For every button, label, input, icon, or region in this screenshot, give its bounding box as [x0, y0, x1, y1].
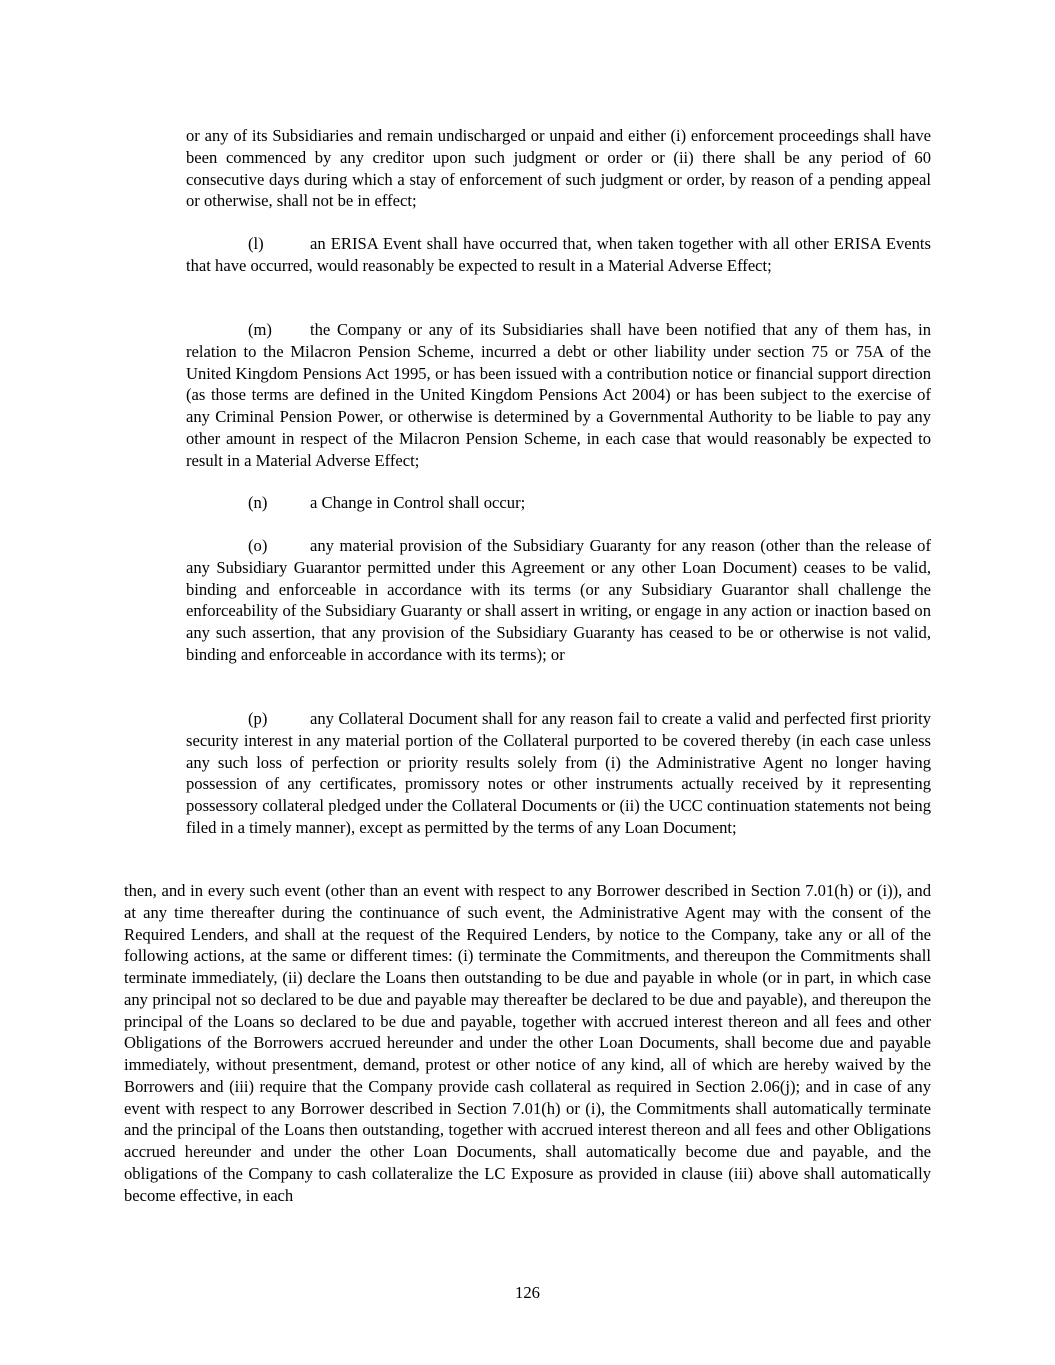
- paragraph-l: [186, 233, 931, 277]
- clause-marker-n: (n): [248, 493, 268, 512]
- clause-text-p: any Collateral Document shall for any reason fail to create a valid and perfected first priority security interest in any material portion of the Collateral purported to be covered thereby (in each case unless any such loss of perfection or priority results solely from (i) the Administrative Agent no longer having possession of any certificates, promissory notes or other instruments actually received by it representing possessory collateral pledged under the Collateral Documents or (ii) the UCC continuation statements not being filed in a timely manner), except as permitted by the terms of any Loan Document;: [186, 709, 931, 837]
- clause-marker-m: (m): [248, 320, 272, 339]
- clause-text-l: an ERISA Event shall have occurred that, when taken together with all other ERISA Events that have occurred, would reasonably be expected to result in a Material Adverse Effect;: [186, 234, 931, 275]
- clause-marker-o: (o): [248, 536, 268, 555]
- clause-text-m: the Company or any of its Subsidiaries shall have been notified that any of them has, in relation to the Milacron Pension Scheme, incurred a debt or other liability under section 75 or 75A of the United Kingdom Pensions Act 1995, or has been issued with a contribution notice or financial support direction (as those terms are defined in the United Kingdom Pensions Act 2004) or has been subject to the exercise of any Criminal Pension Power, or otherwise is determined by a Governmental Authority to be liable to pay any other amount in respect of the Milacron Pension Scheme, in each case that would reasonably be expected to result in a Material Adverse Effect;: [186, 320, 931, 470]
- clause-text-o: any material provision of the Subsidiary Guaranty for any reason (other than the release of any Subsidiary Guarantor permitted under this Agreement or any other Loan Document) ceases to be valid, binding and enforceable in accordance with its terms (or any Subsidiary Guarantor shall challenge the enforceability of the Subsidiary Guaranty or shall assert in writing, or engage in any action or inaction based on any such assertion, that any provision of the Subsidiary Guaranty has ceased to be or otherwise is not valid, binding and enforceable in accordance with its terms); or: [186, 536, 931, 664]
- paragraph-remedies: then, and in every such event (other than an event with respect to any Borrower described in Section 7.01(h) or (i)), and at any time thereafter during the continuance of such event, the Administrative Agent may with the consent of the Required Lenders, and shall at the request of the Required Lenders, by notice to the Company, take any or all of the following actions, at the same or different times: (i) terminate the Commitments, and thereupon the Commitments shall terminate immediately, (ii) declare the Loans then outstanding to be due and payable in whole (or in part, in which case any principal not so declared to be due and payable may thereafter be declared to be due and payable), and thereupon the principal of the Loans so declared to be due and payable, together with accrued interest thereon and all fees and other Obligations of the Borrowers accrued hereunder and under the other Loan Documents, shall become due and payable immediately, without presentment, demand, protest or other notice of any kind, all of which are hereby waived by the Borrowers and (iii) require that the Company provide cash collateral as required in Section 2.06(j); and in case of any event with respect to any Borrower described in Section 7.01(h) or (i), the Commitments shall automatically terminate and the principal of the Loans then outstanding, together with accrued interest thereon and all fees and other Obligations accrued hereunder and under the other Loan Documents, shall automatically become due and payable, and the obligations of the Company to cash collateralize the LC Exposure as provided in clause (iii) above shall automatically become effective, in each: [124, 881, 931, 1205]
- clause-text-n: a Change in Control shall occur;: [310, 493, 526, 512]
- paragraph-continuation: or any of its Subsidiaries and remain undischarged or unpaid and either (i) enforcement proceedings shall have been commenced by any creditor upon such judgment or order or (ii) there shall be any period of 60 consecutive days during which a stay of enforcement of such judgment or order, by reason of a pending appeal or otherwise, shall not be in effect;: [186, 126, 931, 211]
- paragraph-n: [186, 492, 931, 514]
- paragraph-o: [186, 535, 931, 666]
- clause-marker-p: (p): [248, 709, 268, 728]
- paragraph-p: [186, 708, 931, 839]
- clause-marker-l: (l): [248, 234, 264, 253]
- page-number: 126: [515, 1283, 540, 1302]
- paragraph-m: [186, 319, 931, 471]
